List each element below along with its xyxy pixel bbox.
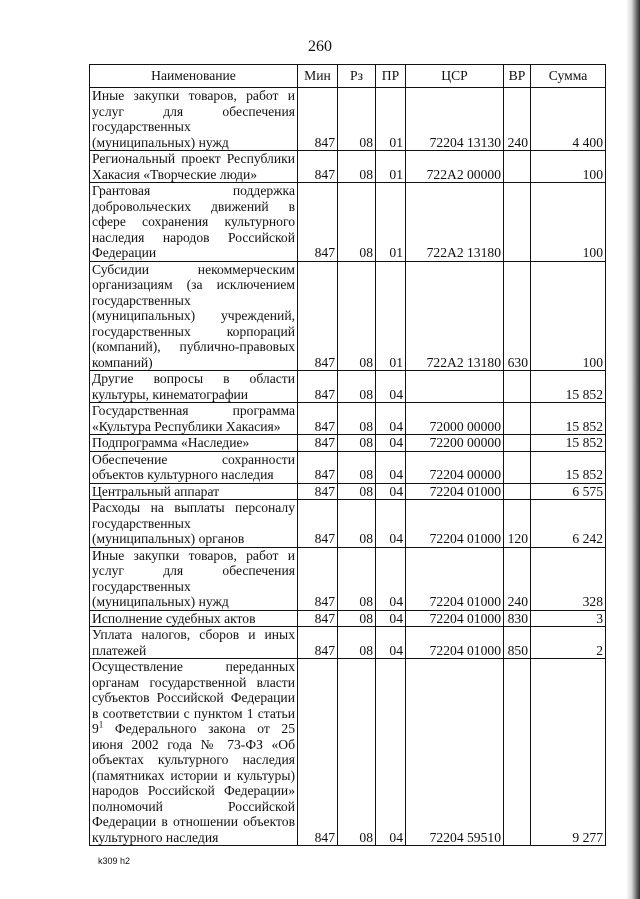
row-csr: 722А2 13180 (406, 261, 504, 371)
row-name: Уплата налогов, сборов и иных платежей (90, 627, 298, 659)
table-row (90, 627, 606, 659)
column-header-csr: ЦСР (406, 65, 504, 88)
row-name: Исполнение судебных актов (90, 610, 298, 627)
row-csr: 72204 13130 (406, 88, 504, 151)
column-header-sum: Сумма (531, 65, 606, 88)
table-row (90, 483, 606, 500)
row-min: 847 (298, 88, 338, 151)
table-row (90, 451, 606, 483)
row-csr: 72200 00000 (406, 435, 504, 452)
row-pr: 01 (376, 151, 406, 183)
row-vr (504, 183, 531, 262)
row-vr: 120 (504, 500, 531, 548)
row-name: Грантовая поддержка добровольческих движений в сфере сохранения культурного наследия народов Российской Федерации (90, 183, 298, 262)
row-rz: 08 (338, 547, 376, 610)
row-sum: 100 (531, 261, 606, 371)
table-row (90, 610, 606, 627)
row-sum: 6 575 (531, 483, 606, 500)
row-sum: 4 400 (531, 88, 606, 151)
row-csr: 72000 00000 (406, 403, 504, 435)
row-csr (406, 371, 504, 403)
row-sum: 9 277 (531, 659, 606, 846)
table-row (90, 435, 606, 452)
row-rz: 08 (338, 483, 376, 500)
table-row (90, 371, 606, 403)
row-min: 847 (298, 627, 338, 659)
row-csr: 722А2 00000 (406, 151, 504, 183)
row-pr: 04 (376, 483, 406, 500)
row-rz: 08 (338, 451, 376, 483)
row-vr (504, 659, 531, 846)
row-rz: 08 (338, 610, 376, 627)
row-sum: 15 852 (531, 451, 606, 483)
row-csr: 72204 01000 (406, 610, 504, 627)
row-name: Государственная программа «Культура Республики Хакасия» (90, 403, 298, 435)
row-vr: 830 (504, 610, 531, 627)
row-pr: 04 (376, 627, 406, 659)
row-pr: 04 (376, 610, 406, 627)
row-min: 847 (298, 483, 338, 500)
table-row (90, 547, 606, 610)
page-number: 260 (308, 38, 332, 55)
budget-table (89, 64, 606, 846)
row-vr (504, 451, 531, 483)
row-vr (504, 151, 531, 183)
table-row (90, 261, 606, 371)
table-row (90, 183, 606, 262)
row-name: Обеспечение сохранности объектов культурного наследия (90, 451, 298, 483)
row-rz: 08 (338, 151, 376, 183)
row-rz: 08 (338, 261, 376, 371)
row-csr: 72204 01000 (406, 483, 504, 500)
row-name: Региональный проект Республики Хакасия «Творческие люди» (90, 151, 298, 183)
scan-binding-edge (626, 0, 640, 899)
row-name: Иные закупки товаров, работ и услуг для обеспечения государственных (муниципальных) нужд (90, 88, 298, 151)
row-rz: 08 (338, 403, 376, 435)
row-csr: 72204 59510 (406, 659, 504, 846)
table-header-row (90, 65, 606, 88)
row-vr: 630 (504, 261, 531, 371)
footer-code: k309 h2 (98, 856, 131, 866)
column-header-rz: Рз (338, 65, 376, 88)
row-min: 847 (298, 261, 338, 371)
row-name: Иные закупки товаров, работ и услуг для обеспечения государственных (муниципальных) нужд (90, 547, 298, 610)
row-sum: 100 (531, 151, 606, 183)
row-min: 847 (298, 371, 338, 403)
row-name: Субсидии некоммерческим организациям (за исключением государственных (муниципальных) учреждений, государственных корпораций (компаний), публично-правовых компаний) (90, 261, 298, 371)
row-sum: 15 852 (531, 435, 606, 452)
row-min: 847 (298, 183, 338, 262)
row-pr: 04 (376, 659, 406, 846)
row-name: Центральный аппарат (90, 483, 298, 500)
row-name-text: Осуществление переданных органам государственной власти субъектов Российской Федерации в соответствии с пунктом 1 статьи 9 (92, 659, 295, 736)
row-vr: 240 (504, 547, 531, 610)
row-pr: 04 (376, 547, 406, 610)
row-min: 847 (298, 435, 338, 452)
row-pr: 04 (376, 451, 406, 483)
column-header-pr: ПР (376, 65, 406, 88)
table-row (90, 151, 606, 183)
column-header-vr: ВР (504, 65, 531, 88)
row-rz: 08 (338, 183, 376, 262)
table-row (90, 88, 606, 151)
row-pr: 04 (376, 403, 406, 435)
column-header-min: Мин (298, 65, 338, 88)
row-vr (504, 483, 531, 500)
column-header-name: Наименование (90, 65, 298, 88)
row-rz: 08 (338, 500, 376, 548)
row-csr: 722А2 13180 (406, 183, 504, 262)
row-min: 847 (298, 547, 338, 610)
row-pr: 04 (376, 500, 406, 548)
row-vr (504, 435, 531, 452)
row-min: 847 (298, 610, 338, 627)
row-csr: 72204 00000 (406, 451, 504, 483)
row-name: Подпрограмма «Наследие» (90, 435, 298, 452)
row-min: 847 (298, 403, 338, 435)
footnote-superscript: 1 (98, 719, 104, 730)
row-rz: 08 (338, 627, 376, 659)
row-pr: 01 (376, 261, 406, 371)
row-vr (504, 371, 531, 403)
row-csr: 72204 01000 (406, 627, 504, 659)
row-min: 847 (298, 659, 338, 846)
table-row (90, 659, 606, 846)
row-name: Расходы на выплаты персоналу государственных (муниципальных) органов (90, 500, 298, 548)
row-rz: 08 (338, 88, 376, 151)
row-vr: 240 (504, 88, 531, 151)
table-row (90, 500, 606, 548)
row-vr (504, 403, 531, 435)
row-pr: 01 (376, 88, 406, 151)
row-min: 847 (298, 451, 338, 483)
row-sum: 6 242 (531, 500, 606, 548)
row-name-text-continued: Федерального закона от 25 июня 2002 года № 73-ФЗ «Об объектах культурного наследия (памятниках истории и культуры) народов Российской Федерации» полномочий Российской Федерации в отношении объектов культурного наследия (92, 721, 295, 845)
table-row (90, 403, 606, 435)
row-pr: 04 (376, 435, 406, 452)
row-vr: 850 (504, 627, 531, 659)
row-csr: 72204 01000 (406, 500, 504, 548)
row-pr: 04 (376, 371, 406, 403)
row-pr: 01 (376, 183, 406, 262)
row-sum: 15 852 (531, 403, 606, 435)
row-sum: 100 (531, 183, 606, 262)
row-sum: 328 (531, 547, 606, 610)
row-rz: 08 (338, 659, 376, 846)
row-min: 847 (298, 151, 338, 183)
row-rz: 08 (338, 435, 376, 452)
row-rz: 08 (338, 371, 376, 403)
row-name: Другие вопросы в области культуры, кинематографии (90, 371, 298, 403)
row-sum: 3 (531, 610, 606, 627)
row-sum: 15 852 (531, 371, 606, 403)
row-name (90, 659, 298, 846)
row-sum: 2 (531, 627, 606, 659)
row-min: 847 (298, 500, 338, 548)
row-csr: 72204 01000 (406, 547, 504, 610)
